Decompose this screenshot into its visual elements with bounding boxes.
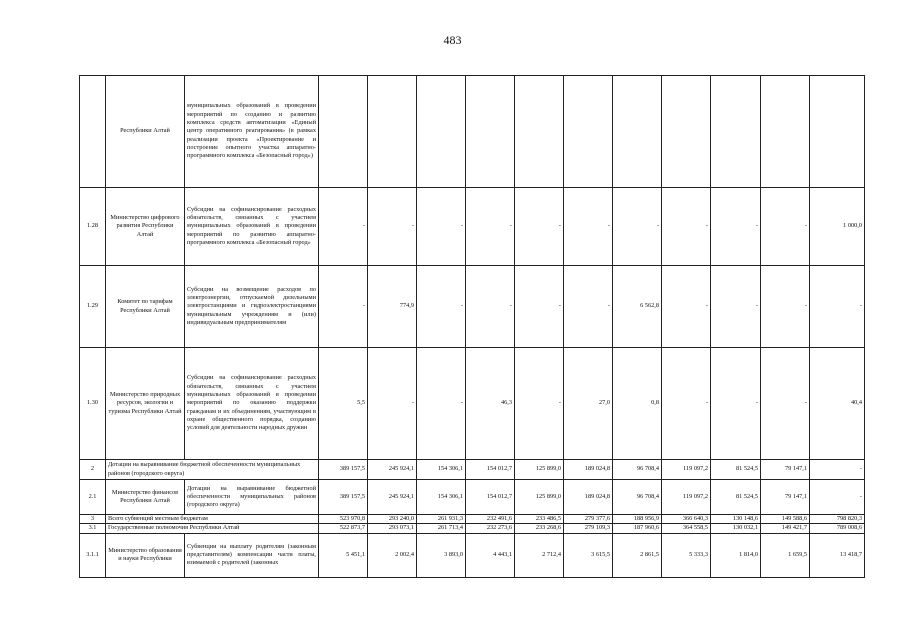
- amount-cell: [761, 76, 810, 188]
- table-row: [80, 524, 865, 533]
- amount-cell: 125 899,0: [515, 460, 564, 480]
- row-number: 1.28: [80, 188, 106, 266]
- amount-cell: 189 024,8: [564, 480, 613, 515]
- table-row: [80, 480, 865, 515]
- amount-cell: -: [662, 348, 711, 460]
- amount-cell: [515, 76, 564, 188]
- subsidy-description: Субсидии на софинансирование расходных обязательств, связанных с участием муниципальных образований в проведении мероприятий по развитию аппаратно-программного комплекса «Безопасный город»: [185, 188, 319, 266]
- row-title: Государственные полномочия Республики Алтай: [106, 524, 319, 533]
- amount-cell: 154 306,1: [417, 480, 466, 515]
- amount-cell: 96 708,4: [613, 480, 662, 515]
- row-number: 3.1: [80, 524, 106, 533]
- amount-cell: [810, 76, 865, 188]
- table-row: [80, 266, 865, 348]
- subsidy-description: Субвенции на выплату родителям (законным представителям) компенсации части платы, взимаемой с родителей (законных: [185, 533, 319, 577]
- amount-cell: -: [761, 188, 810, 266]
- amount-cell: 366 640,3: [662, 515, 711, 524]
- subsidy-description: Дотации на выравнивание бюджетной обеспеченности муниципальных районов (городского округа): [185, 480, 319, 515]
- amount-cell: 79 147,1: [761, 480, 810, 515]
- subsidy-description: Субсидии на софинансирование расходных обязательств, связанных с участием муниципальных образований в проведении мероприятий по оказанию поддержки гражданам и их объединениям, участвующим в охране общественного порядка, созданию условий для деятельности народных дружин: [185, 348, 319, 460]
- budget-table: [79, 75, 865, 578]
- amount-cell: 154 306,1: [417, 460, 466, 480]
- amount-cell: -: [711, 348, 761, 460]
- amount-cell: 5,5: [319, 348, 368, 460]
- amount-cell: 364 558,5: [662, 524, 711, 533]
- amount-cell: [319, 76, 368, 188]
- amount-cell: 233 486,5: [515, 515, 564, 524]
- amount-cell: 154 012,7: [466, 480, 515, 515]
- amount-cell: -: [417, 348, 466, 460]
- table-row: [80, 348, 865, 460]
- table-row: [80, 76, 865, 188]
- amount-cell: 46,3: [466, 348, 515, 460]
- amount-cell: 79 147,1: [761, 460, 810, 480]
- ministry-name: Министерство природных ресурсов, экологии и туризма Республики Алтай: [106, 348, 185, 460]
- amount-cell: 798 820,3: [810, 515, 865, 524]
- amount-cell: 13 418,7: [810, 533, 865, 577]
- amount-cell: 279 109,3: [564, 524, 613, 533]
- amount-cell: 187 960,6: [613, 524, 662, 533]
- amount-cell: 774,9: [368, 266, 417, 348]
- amount-cell: 789 008,6: [810, 524, 865, 533]
- amount-cell: 5 451,1: [319, 533, 368, 577]
- table-row: [80, 188, 865, 266]
- amount-cell: 245 924,1: [368, 480, 417, 515]
- amount-cell: -: [564, 266, 613, 348]
- amount-cell: 6 562,8: [613, 266, 662, 348]
- amount-cell: 154 012,7: [466, 460, 515, 480]
- amount-cell: -: [515, 266, 564, 348]
- amount-cell: -: [319, 188, 368, 266]
- row-number: 2.1: [80, 480, 106, 515]
- amount-cell: -: [613, 188, 662, 266]
- page-number: 483: [443, 33, 462, 47]
- amount-cell: 130 148,6: [711, 515, 761, 524]
- table-row: [80, 515, 865, 524]
- amount-cell: -: [319, 266, 368, 348]
- amount-cell: -: [662, 188, 711, 266]
- amount-cell: 125 899,0: [515, 480, 564, 515]
- row-number: 1.30: [80, 348, 106, 460]
- row-number: 2: [80, 460, 106, 480]
- subsidy-description: Субсидии на возмещение расходов по электроэнергии, отпускаемой дизельными электростанциями и гидроэлектростанциями муниципальным учреждениям и (или) индивидуальным предпринимателям: [185, 266, 319, 348]
- amount-cell: -: [761, 348, 810, 460]
- amount-cell: 81 524,5: [711, 460, 761, 480]
- amount-cell: 232 491,6: [466, 515, 515, 524]
- amount-cell: 0,8: [613, 348, 662, 460]
- ministry-name: Республики Алтай: [106, 76, 185, 188]
- amount-cell: [466, 76, 515, 188]
- amount-cell: 4 443,1: [466, 533, 515, 577]
- amount-cell: 119 097,2: [662, 480, 711, 515]
- ministry-name: Министерство финансов Республики Алтай: [106, 480, 185, 515]
- amount-cell: 81 524,5: [711, 480, 761, 515]
- amount-cell: 3 615,5: [564, 533, 613, 577]
- amount-cell: -: [368, 348, 417, 460]
- amount-cell: -: [417, 188, 466, 266]
- row-title: Всего субвенций местным бюджетам: [106, 515, 319, 524]
- amount-cell: 233 268,6: [515, 524, 564, 533]
- amount-cell: 232 273,6: [466, 524, 515, 533]
- amount-cell: 130 032,1: [711, 524, 761, 533]
- amount-cell: 149 421,7: [761, 524, 810, 533]
- amount-cell: 293 073,1: [368, 524, 417, 533]
- amount-cell: -: [810, 480, 865, 515]
- amount-cell: 3 893,0: [417, 533, 466, 577]
- amount-cell: 2 712,4: [515, 533, 564, 577]
- amount-cell: 1 000,0: [810, 188, 865, 266]
- amount-cell: [613, 76, 662, 188]
- amount-cell: [711, 76, 761, 188]
- amount-cell: -: [711, 188, 761, 266]
- ministry-name: Комитет по тарифам Республики Алтай: [106, 266, 185, 348]
- amount-cell: -: [662, 266, 711, 348]
- amount-cell: 245 924,1: [368, 460, 417, 480]
- amount-cell: [662, 76, 711, 188]
- amount-cell: 149 588,6: [761, 515, 810, 524]
- amount-cell: [564, 76, 613, 188]
- amount-cell: 27,0: [564, 348, 613, 460]
- amount-cell: -: [417, 266, 466, 348]
- ministry-name: Министерство цифрового развития Республики Алтай: [106, 188, 185, 266]
- amount-cell: 389 157,5: [319, 480, 368, 515]
- amount-cell: -: [368, 188, 417, 266]
- amount-cell: -: [564, 188, 613, 266]
- row-title: Дотации на выравнивание бюджетной обеспеченности муниципальных районов (городского округа): [106, 460, 319, 480]
- amount-cell: 2 002,4: [368, 533, 417, 577]
- row-number: 1.29: [80, 266, 106, 348]
- subsidy-description: муниципальных образований в проведении мероприятий по созданию и развитию комплекса средств автоматизации «Единый центр оперативного реагирования» (в рамках реализации проекта «Проектирование и построение опытного участка аппаратно-программного комплекса «Безопасный город»): [185, 76, 319, 188]
- amount-cell: 522 873,7: [319, 524, 368, 533]
- amount-cell: 389 157,5: [319, 460, 368, 480]
- amount-cell: 40,4: [810, 348, 865, 460]
- amount-cell: -: [810, 460, 865, 480]
- amount-cell: -: [515, 348, 564, 460]
- amount-cell: -: [466, 188, 515, 266]
- amount-cell: 5 333,3: [662, 533, 711, 577]
- row-number: 3.1.1: [80, 533, 106, 577]
- amount-cell: 2 861,5: [613, 533, 662, 577]
- row-number: [80, 76, 106, 188]
- ministry-name: Министерство образования и науки Республики: [106, 533, 185, 577]
- row-number: 3: [80, 515, 106, 524]
- amount-cell: 293 240,0: [368, 515, 417, 524]
- amount-cell: 261 713,4: [417, 524, 466, 533]
- amount-cell: 188 956,9: [613, 515, 662, 524]
- amount-cell: -: [761, 266, 810, 348]
- amount-cell: -: [810, 266, 865, 348]
- amount-cell: 261 931,3: [417, 515, 466, 524]
- amount-cell: 523 970,8: [319, 515, 368, 524]
- table-row: [80, 533, 865, 577]
- amount-cell: 96 708,4: [613, 460, 662, 480]
- amount-cell: 119 097,2: [662, 460, 711, 480]
- table-row: [80, 460, 865, 480]
- amount-cell: -: [466, 266, 515, 348]
- amount-cell: 189 024,8: [564, 460, 613, 480]
- amount-cell: 1 659,5: [761, 533, 810, 577]
- amount-cell: [417, 76, 466, 188]
- amount-cell: -: [711, 266, 761, 348]
- amount-cell: -: [515, 188, 564, 266]
- amount-cell: 1 814,0: [711, 533, 761, 577]
- amount-cell: 279 377,6: [564, 515, 613, 524]
- amount-cell: [368, 76, 417, 188]
